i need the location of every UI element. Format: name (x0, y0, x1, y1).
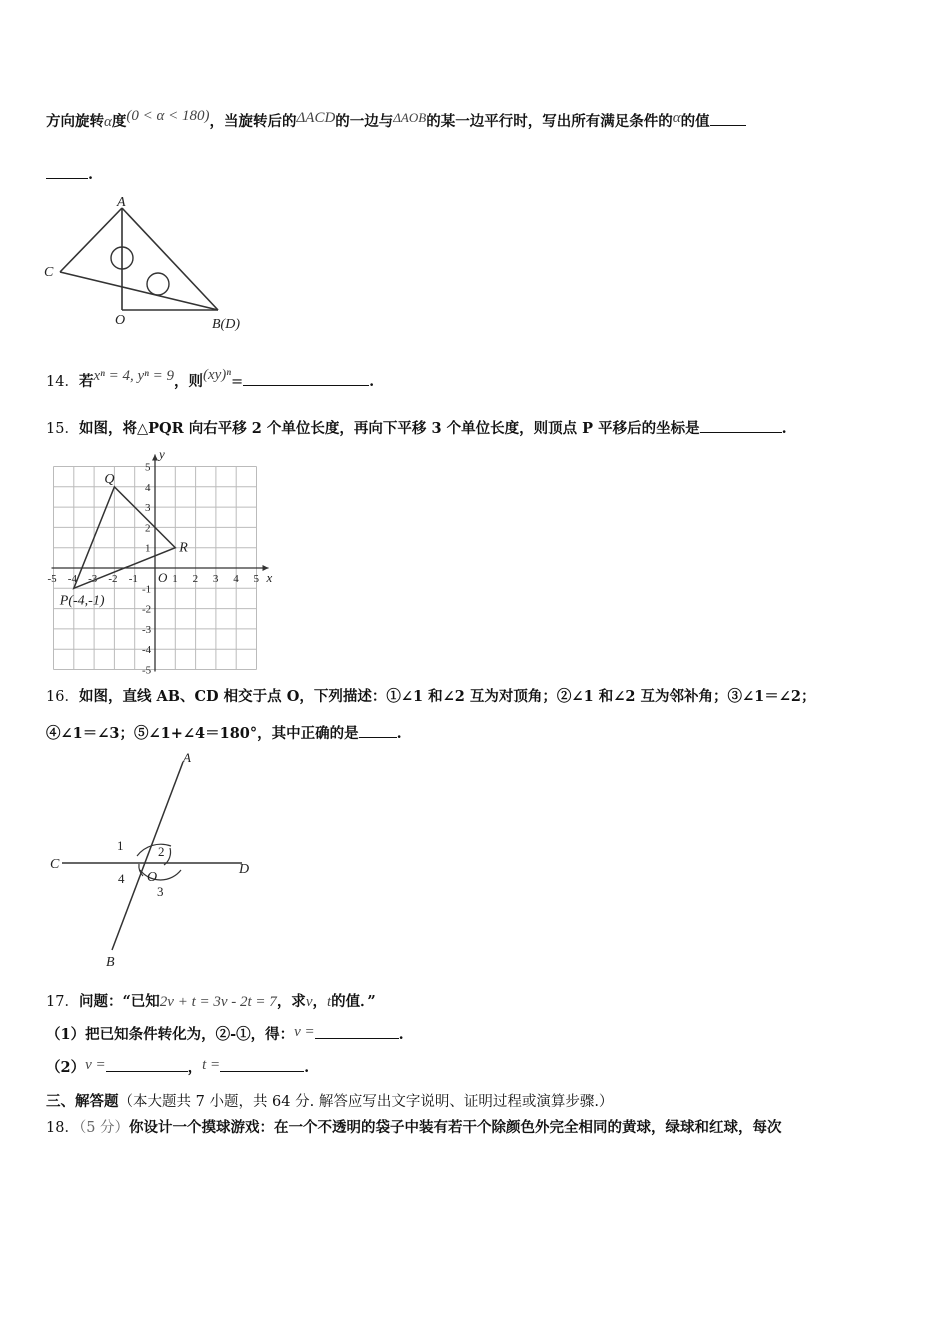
q13-line1: 方向旋转α度(0 < α < 180)，当旋转后的ΔACD的一边与ΔAOB的某一边平行时，写出所有满足条件的α的值 (46, 110, 746, 131)
q14-condition: xⁿ = 4, yⁿ = 9 (93, 368, 174, 384)
section-heading: 三、解答题（本大题共 7 小题，共 64 分. 解答应写出文字说明、证明过程或演算步骤.） (46, 1093, 614, 1110)
line-c-label: C (50, 857, 60, 872)
vertex-q-label: Q (104, 471, 115, 487)
angle-4-label: 4 (118, 871, 125, 886)
y-tick-label: -1 (142, 583, 152, 596)
line-a-label: A (183, 750, 191, 765)
point-c-label: C (44, 265, 54, 280)
alpha-symbol: α (104, 114, 112, 130)
line-d-label: D (239, 862, 250, 877)
y-tick-label: 1 (145, 542, 151, 555)
alpha-range: (0 < α < 180) (126, 108, 210, 124)
x-tick-label: -3 (88, 573, 98, 585)
line-b-label: B (106, 955, 115, 970)
point-o-label: O (147, 870, 158, 885)
origin-label: O (158, 570, 168, 585)
point-a-label: A (117, 195, 126, 210)
q13-triangle-figure (40, 190, 260, 340)
q13-line2: . (46, 164, 93, 183)
q16-line2: ④∠1＝∠3；⑤∠1+∠4＝180°，其中正确的是 . (46, 725, 402, 742)
angle-1-label: 1 (117, 838, 124, 853)
answer-blank[interactable] (220, 1057, 304, 1072)
y-axis-arrow (152, 455, 158, 461)
triangle-aob: ΔAOB (393, 110, 427, 125)
x-axis-label: x (266, 570, 273, 585)
y-axis-label: y (159, 446, 165, 462)
y-tick-label: 5 (145, 461, 151, 474)
y-tick-label: -4 (142, 644, 152, 657)
angle-2-label: 2 (158, 844, 165, 859)
vertex-r-label: R (179, 540, 188, 556)
answer-blank[interactable] (700, 418, 782, 433)
angle-3-label: 3 (157, 884, 164, 899)
q15: 15．如图，将△PQR 向右平移 2 个单位长度，再向下平移 3 个单位长度，则顶点 P 平移后的坐标是 . (46, 420, 787, 437)
x-tick-label: 2 (192, 573, 199, 585)
q14: 14．若xⁿ = 4, yⁿ = 9，则(xy)ⁿ= . (46, 367, 375, 390)
q16-intersecting-lines-figure (40, 748, 270, 973)
q14-expression: (xy)ⁿ (202, 367, 231, 383)
y-tick-label: -5 (142, 664, 152, 676)
x-tick-label: -1 (128, 573, 138, 585)
answer-blank[interactable] (315, 1024, 399, 1039)
vertex-p-label: P(-4,-1) (59, 593, 105, 609)
answer-blank[interactable] (46, 164, 88, 179)
triangle-acd: ΔACD (296, 110, 336, 126)
answer-blank[interactable] (359, 723, 397, 738)
y-tick-label: 3 (145, 502, 151, 515)
x-tick-label: 5 (253, 573, 259, 585)
q17: 17．问题：“已知2v + t = 3v - 2t = 7，求v，t的值．” (46, 993, 376, 1010)
y-tick-label: -3 (142, 623, 152, 636)
x-tick-label: 1 (172, 573, 178, 585)
q18: 18．（5 分）你设计一个摸球游戏：在一个不透明的袋子中装有若干个除颜色外完全相同的黄球，绿球和红球，每次 (46, 1119, 782, 1136)
q16-line1: 16．如图，直线 AB、CD 相交于点 O，下列描述：①∠1 和∠2 互为对顶角；②∠1 和∠2 互为邻补角；③∠1＝∠2； (46, 688, 816, 705)
y-tick-label: 2 (145, 522, 151, 535)
answer-blank[interactable] (243, 371, 369, 386)
x-tick-label: -5 (47, 573, 57, 585)
answer-blank[interactable] (106, 1057, 188, 1072)
q17-part2: （2）v = ，t = . (46, 1057, 310, 1076)
x-tick-label: 3 (212, 573, 219, 585)
y-tick-label: -2 (142, 603, 152, 616)
point-bd-label: B(D) (212, 317, 240, 332)
x-tick-label: -2 (108, 573, 118, 585)
x-tick-label: 4 (233, 573, 239, 585)
q17-part1: （1）把已知条件转化为，②-①，得：v = . (46, 1024, 404, 1043)
q17-equation: 2v + t = 3v - 2t = 7 (159, 994, 277, 1010)
q15-coordinate-graph (40, 446, 290, 676)
y-tick-label: 4 (145, 481, 151, 494)
x-tick-label: -4 (67, 573, 77, 585)
answer-blank[interactable] (710, 111, 746, 126)
point-o-label: O (115, 313, 126, 328)
